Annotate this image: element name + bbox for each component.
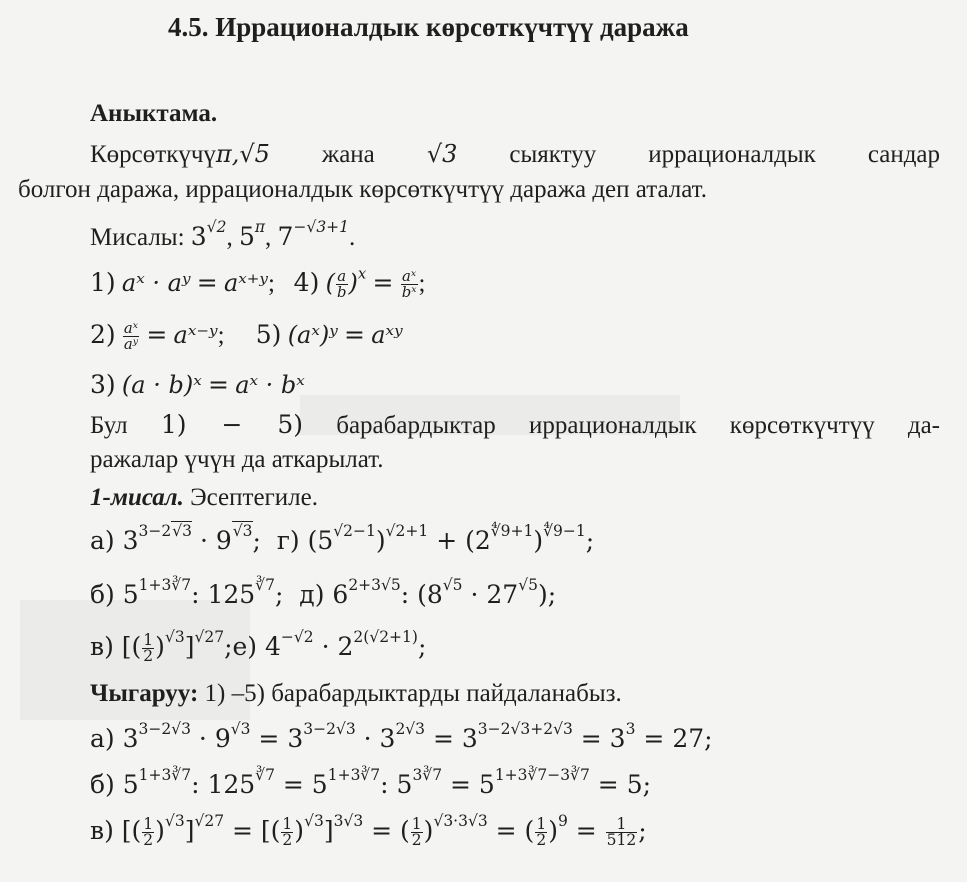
examples-line: Мисалы: $3^{√2}$, $5^\pi$, $7^{-√3+1}$. [90, 217, 356, 251]
note-line-1: Бул 1) − 5) барабардыктар иррационалдык көрсөткүчтүү да- [90, 410, 940, 439]
definition-line-1: Көрсөткүчүπ,√5 жана √3 сыяктуу иррационалдык сандар [90, 140, 941, 168]
example1-row-v-e: в) [( $\frac{1}{2}$ )$^{√3}$]$^{√27}$;е) $4^{-√2} \cdot 2^{2(√2+1)}$; [90, 627, 427, 665]
note-line-2: ражалар үчүн да аткарылат. [90, 446, 384, 473]
section-title: 4.5. Иррационалдык көрсөткүчтүү даража [168, 12, 689, 42]
property-row-2-5: 2) $\frac{\text{aˣ}}{\text{aʸ}}$ = aˣ⁻ʸ; 5) (aˣ)ʸ = aˣʸ [90, 319, 403, 353]
example1-row-a-g: а) $3^{3-2√3} \cdot 9^{√3}$; г) $(5^{√2-1})^{√2+1} + (2^{∜9+1})^{∜9-1}$; [90, 521, 595, 555]
solution-row-a: а) $3^{3-2√3} \cdot 9^{√3} = 3^{3-2√3} \cdot 3^{2√3} = 3^{3-2√3+2√3} = 3^3 = 27$; [90, 719, 713, 753]
example1-heading: 1-мисал. Эсептегиле. [90, 484, 318, 511]
solution-heading: Чыгаруу: 1) –5) барабардыктарды пайдаланабыз. [90, 680, 622, 707]
solution-row-v: в) [( $\frac{1}{2}$ )$^{√3}$]$^{√27}$ = [( $\frac{1}{2}$ )$^{√3}$]$^{3√3}$ = ( $\frac{1}{2}$ )$^{√3\cdot 3√3}$ = ( $\frac{1}{2}$ )$^9$ = $\frac{1}{512}$ ; [90, 811, 647, 849]
solution-row-b: б) $5^{1+3∛7}$: $125^{∛7} = 5^{1+3∛7}$: $5^{3∛7} = 5^{1+3∛7-3∛7} = 5$; [90, 765, 652, 799]
property-row-3: 3) (a · b)ˣ = aˣ · bˣ [90, 370, 305, 399]
definition-line-2: болгон даража, иррационалдык көрсөткүчтүү даража деп аталат. [18, 176, 707, 203]
definition-heading: Аныктама. [90, 100, 218, 127]
example1-row-b-d: б) $5^{1+3∛7}$: $125^{∛7}$; д) $6^{2+3√5}$: $(8^{√5} \cdot 27^{√5})$; [90, 575, 557, 609]
property-row-1-4: 1) aˣ · aʸ = aˣ⁺ʸ; 4) ( $\frac{a}{b}$ )$^x$ = $\frac{\text{aˣ}}{\text{bˣ}}$ ; [90, 264, 426, 301]
